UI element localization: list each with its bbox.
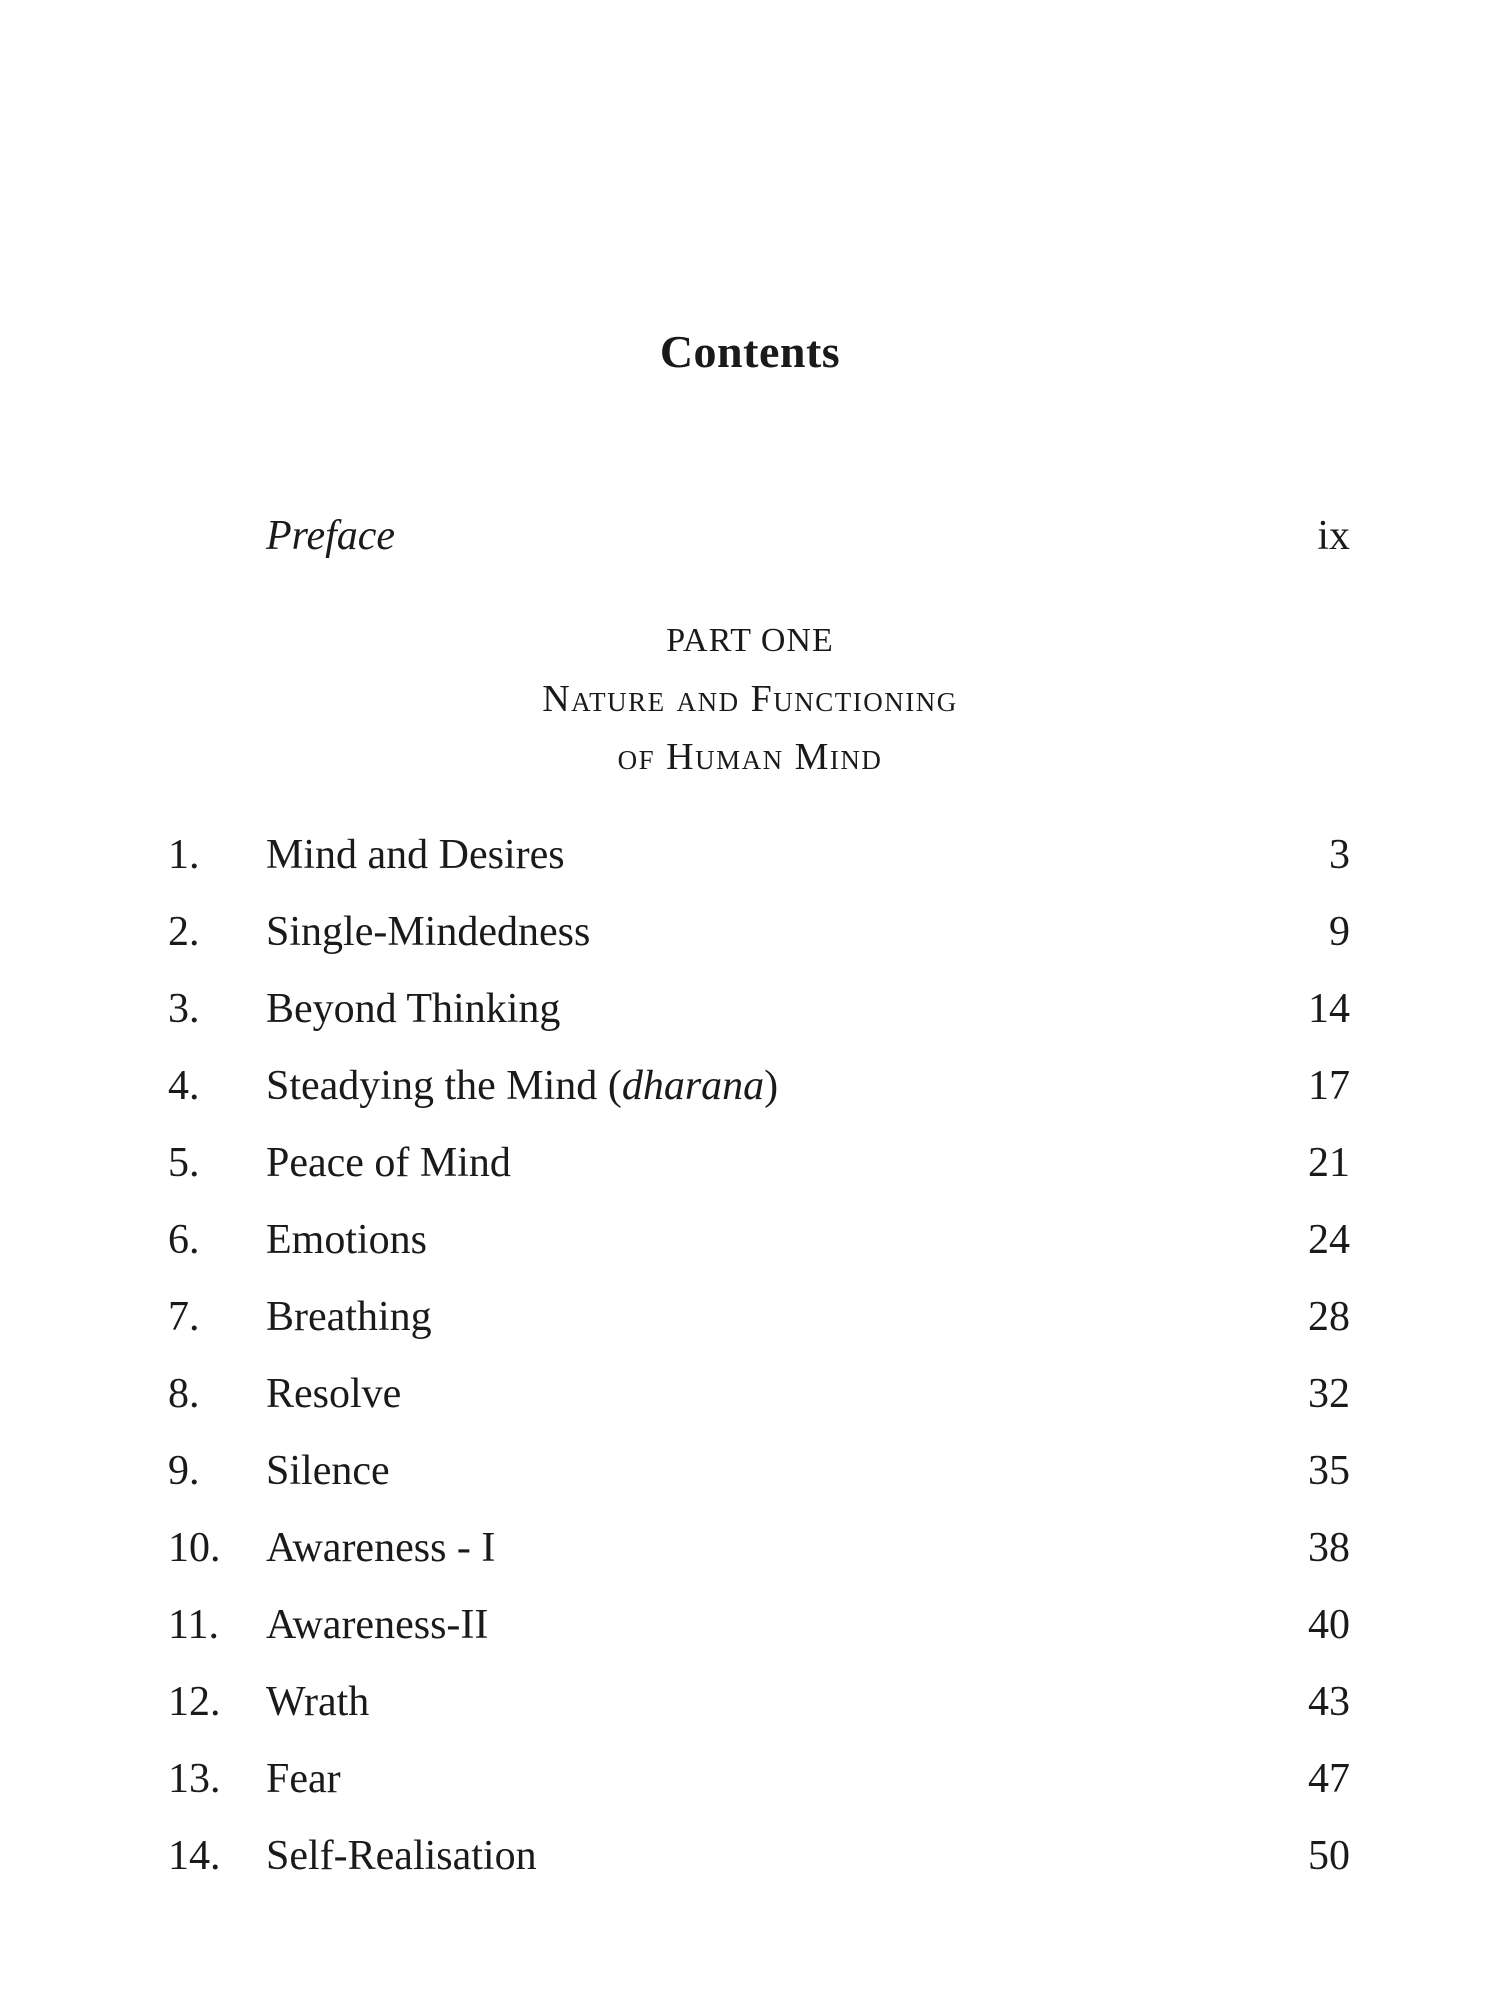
toc-entry-label: Silence — [266, 1448, 390, 1494]
toc-entry-page: 40 — [1308, 1602, 1350, 1648]
toc-entry-preface[interactable] — [0, 506, 1500, 566]
toc-entry[interactable] — [0, 1749, 1500, 1809]
toc-entry-number: 7. — [168, 1294, 200, 1340]
toc-entry-number: 13. — [168, 1756, 221, 1802]
part-subtitle-line-1: Nature and Functioning — [542, 678, 958, 720]
toc-entry[interactable] — [0, 1133, 1500, 1193]
toc-entry-page: 9 — [1329, 909, 1350, 955]
toc-entry[interactable] — [0, 825, 1500, 885]
toc-entry[interactable] — [0, 1210, 1500, 1270]
toc-entry-number: 3. — [168, 986, 200, 1032]
toc-entry-page: 43 — [1308, 1679, 1350, 1725]
toc-entry-page: 35 — [1308, 1448, 1350, 1494]
toc-entry-label: Resolve — [266, 1371, 402, 1417]
toc-entry-number: 5. — [168, 1140, 200, 1186]
toc-entry-page: 21 — [1308, 1140, 1350, 1186]
toc-entry-page: 17 — [1308, 1063, 1350, 1109]
toc-entry-label: Steadying the Mind (dharana) — [266, 1063, 779, 1109]
toc-entry-number: 2. — [168, 909, 200, 955]
toc-entry-label: Beyond Thinking — [266, 986, 561, 1032]
toc-entry-number: 14. — [168, 1833, 221, 1879]
toc-entry-number: 4. — [168, 1063, 200, 1109]
toc-entry-label: Mind and Desires — [266, 832, 565, 878]
toc-entry[interactable] — [0, 902, 1500, 962]
page-title: Contents — [659, 326, 841, 377]
toc-entry-label: Single-Mindedness — [266, 909, 591, 955]
toc-entry-page: 47 — [1308, 1756, 1350, 1802]
toc-entry[interactable] — [0, 1287, 1500, 1347]
toc-entry-page: 50 — [1308, 1833, 1350, 1879]
toc-entry-number: 9. — [168, 1448, 200, 1494]
toc-entry-label: Peace of Mind — [266, 1140, 511, 1186]
toc-entry-number: 10. — [168, 1525, 221, 1571]
toc-entry[interactable] — [0, 1364, 1500, 1424]
toc-entry-label: Self-Realisation — [266, 1833, 537, 1879]
toc-entry-label: Awareness - I — [266, 1525, 496, 1571]
toc-entry-label: Fear — [266, 1756, 341, 1802]
part-subtitle-line-2: of Human Mind — [617, 736, 883, 778]
toc-entry[interactable] — [0, 1056, 1500, 1116]
toc-entry-page: ix — [1317, 513, 1350, 559]
toc-entry-number: 11. — [168, 1602, 219, 1648]
toc-entry-number: 12. — [168, 1679, 221, 1725]
part-heading — [0, 612, 1500, 786]
toc-entry-number: 1. — [168, 832, 200, 878]
toc-entry-label: Wrath — [266, 1679, 370, 1725]
toc-entry[interactable] — [0, 1441, 1500, 1501]
toc-entry-label-text: Steadying the Mind — [266, 1063, 608, 1109]
toc-entry-label: Preface — [266, 513, 396, 559]
toc-entry-label: Emotions — [266, 1217, 428, 1263]
toc-entry-number: 6. — [168, 1217, 200, 1263]
toc-entry[interactable] — [0, 1826, 1500, 1886]
toc-entry-page: 32 — [1308, 1371, 1350, 1417]
toc-entry-label: Awareness-II — [266, 1602, 489, 1648]
toc-entry[interactable] — [0, 1672, 1500, 1732]
toc-entry[interactable] — [0, 979, 1500, 1039]
toc-entry-number: 8. — [168, 1371, 200, 1417]
toc-entry-page: 3 — [1329, 832, 1350, 878]
toc-entry[interactable] — [0, 1518, 1500, 1578]
part-number: PART ONE — [666, 622, 834, 659]
toc-entry-page: 14 — [1308, 986, 1350, 1032]
toc-entry-label: Breathing — [266, 1294, 432, 1340]
toc-entry-page: 38 — [1308, 1525, 1350, 1571]
toc-entry[interactable] — [0, 1595, 1500, 1655]
toc-entry-page: 24 — [1308, 1217, 1350, 1263]
toc-entry-page: 28 — [1308, 1294, 1350, 1340]
toc-entry-label-emphasis: dharana — [621, 1063, 765, 1109]
